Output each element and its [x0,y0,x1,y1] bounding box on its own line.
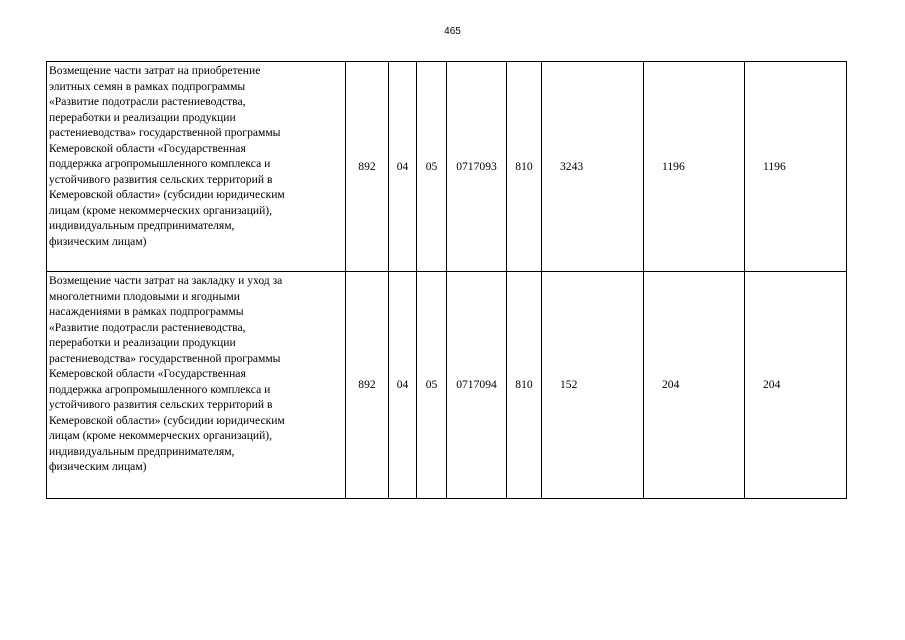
amount-year-1: 3243 [542,62,644,272]
subsection-code: 05 [417,272,447,499]
subsection-code: 05 [417,62,447,272]
ministry-code: 892 [346,62,389,272]
ministry-code: 892 [346,272,389,499]
table-row [47,272,847,499]
amount-year-3: 1196 [745,62,847,272]
target-article-code: 0717094 [447,272,507,499]
amount-year-3: 204 [745,272,847,499]
section-code: 04 [389,62,417,272]
row-description: Возмещение части затрат на приобретение элитных семян в рамках подпрограммы «Развитие подотрасли растениеводства, переработки и реализации продукции растениеводства» государственной программы Кемеровской области «Государственная поддержка агропромышленного комплекса и устойчивого развития сельских территорий в Кемеровской области» (субсидии юридическим лицам (кроме некоммерческих организаций), индивидуальным предпринимателям, физическим лицам) [47,62,346,272]
page-number: 465 [444,26,461,37]
budget-table [46,61,847,499]
amount-year-1: 152 [542,272,644,499]
expense-type-code: 810 [507,272,542,499]
target-article-code: 0717093 [447,62,507,272]
row-description: Возмещение части затрат на закладку и уход за многолетними плодовыми и ягодными насаждениями в рамках подпрограммы «Развитие подотрасли растениеводства, переработки и реализации продукции растениеводства» государственной программы Кемеровской области «Государственная поддержка агропромышленного комплекса и устойчивого развития сельских территорий в Кемеровской области» (субсидии юридическим лицам (кроме некоммерческих организаций), индивидуальным предпринимателям, физическим лицам) [47,272,346,499]
amount-year-2: 1196 [644,62,745,272]
table-row [47,62,847,272]
expense-type-code: 810 [507,62,542,272]
section-code: 04 [389,272,417,499]
amount-year-2: 204 [644,272,745,499]
